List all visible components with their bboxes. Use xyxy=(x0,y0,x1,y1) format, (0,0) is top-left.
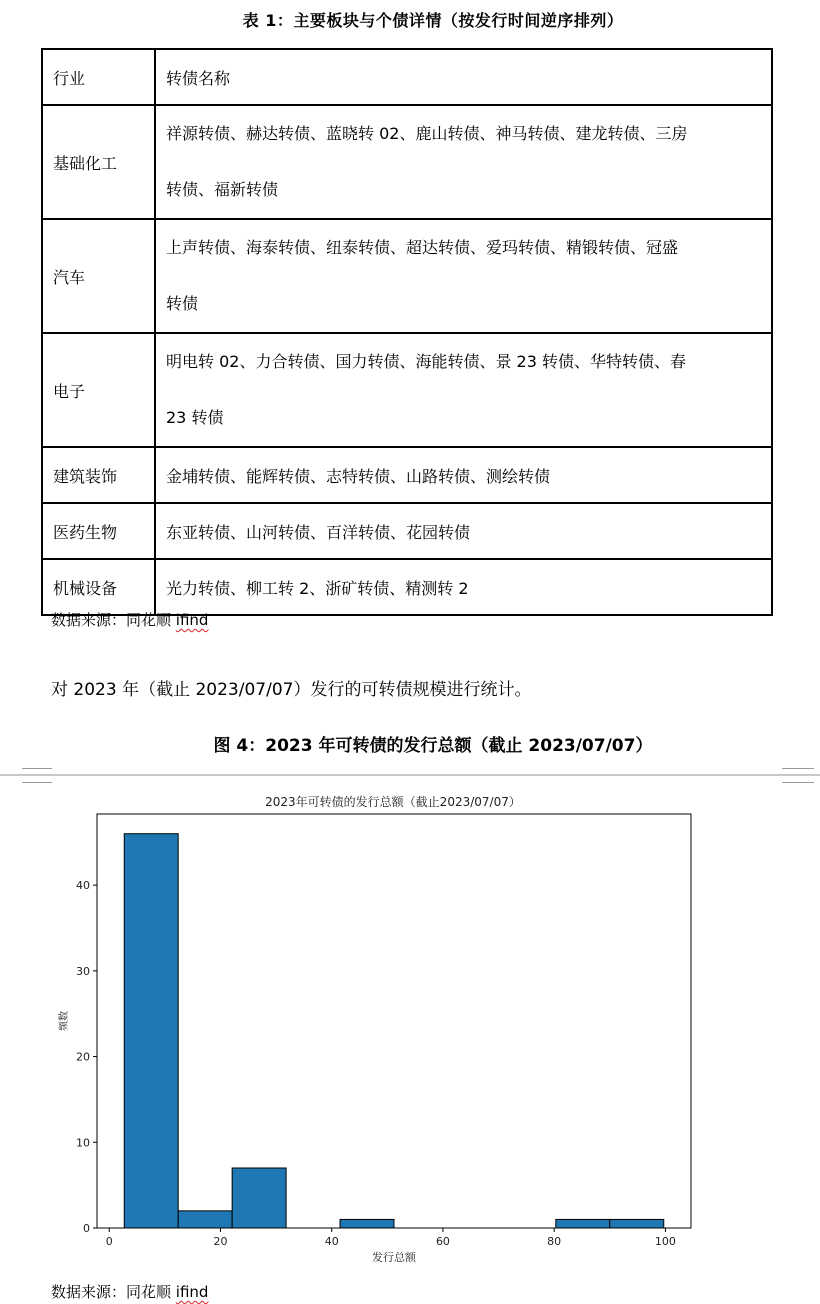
industry-cell: 电子 xyxy=(42,333,155,447)
y-tick-label: 10 xyxy=(76,1136,90,1150)
source-brand: ifind xyxy=(175,611,209,629)
sector-bond-table xyxy=(41,48,773,616)
x-tick-label: 80 xyxy=(547,1235,562,1248)
bond-line: 转债、福新转债 xyxy=(166,180,279,199)
x-tick-label: 100 xyxy=(654,1235,676,1248)
bond-line: 23 转债 xyxy=(166,408,224,427)
x-tick-label: 20 xyxy=(213,1235,228,1248)
industry-cell: 机械设备 xyxy=(42,559,155,615)
industry-cell: 基础化工 xyxy=(42,105,155,219)
right-margin-mark xyxy=(782,782,814,783)
bond-names-cell: 光力转债、柳工转 2、浙矿转债、精测转 2 xyxy=(155,559,772,615)
table-row xyxy=(42,503,772,559)
table-title: 表 1：主要板块与个债详情（按发行时间逆序排列） xyxy=(242,11,624,30)
body-paragraph: 对 2023 年（截止 2023/07/07）发行的可转债规模进行统计。 xyxy=(51,680,532,700)
data-source-note xyxy=(51,609,208,630)
source-prefix: 数据来源：同花顺 xyxy=(51,611,176,629)
x-axis-label: 发行总额 xyxy=(372,1251,416,1264)
table-row xyxy=(42,559,772,615)
histogram-chart xyxy=(0,786,820,1268)
table-row xyxy=(42,447,772,503)
industry-cell: 建筑装饰 xyxy=(42,447,155,503)
chart-title: 2023年可转债的发行总额（截止2023/07/07） xyxy=(265,795,521,809)
bond-line: 明电转 02、力合转债、国力转债、海能转债、景 23 转债、华特转债、春 xyxy=(166,352,686,371)
y-tick-label: 40 xyxy=(76,879,90,893)
y-tick-label: 0 xyxy=(83,1222,90,1235)
bond-line: 祥源转债、赫达转债、蓝晓转 02、鹿山转债、神马转债、建龙转债、三房 xyxy=(166,124,688,143)
y-tick-label: 30 xyxy=(76,964,90,978)
bond-line: 上声转债、海泰转债、纽泰转债、超达转债、爱玛转债、精锻转债、冠盛 xyxy=(166,238,679,257)
y-tick-label: 20 xyxy=(76,1050,90,1064)
industry-cell: 医药生物 xyxy=(42,503,155,559)
bond-names-cell: 金埔转债、能辉转债、志特转债、山路转债、测绘转债 xyxy=(155,447,772,503)
bond-names-cell: 东亚转债、山河转债、百洋转债、花园转债 xyxy=(155,503,772,559)
histogram-bar xyxy=(340,1219,394,1228)
header-bond-names: 转债名称 xyxy=(155,49,772,105)
page-divider xyxy=(0,774,820,776)
industry-cell: 汽车 xyxy=(42,219,155,333)
left-margin-mark xyxy=(22,768,52,769)
right-margin-mark xyxy=(782,768,814,769)
data-source-note xyxy=(51,1281,208,1302)
y-axis-label: 频数 xyxy=(59,1011,70,1031)
histogram-bar xyxy=(178,1211,232,1228)
x-tick-label: 0 xyxy=(105,1235,113,1248)
bond-names-cell xyxy=(155,333,772,447)
table-row xyxy=(42,105,772,219)
source-brand: ifind xyxy=(175,1283,209,1301)
plot-frame xyxy=(97,814,691,1228)
histogram-bar xyxy=(556,1219,610,1228)
bond-names-cell xyxy=(155,105,772,219)
header-industry: 行业 xyxy=(42,49,155,105)
table-header-row xyxy=(42,49,772,105)
source-prefix: 数据来源：同花顺 xyxy=(51,1283,176,1301)
histogram-bar xyxy=(232,1168,286,1228)
table-row xyxy=(42,333,772,447)
histogram-bar xyxy=(610,1219,664,1228)
histogram-bar xyxy=(124,834,178,1228)
bond-line: 转债 xyxy=(166,294,199,313)
left-margin-mark xyxy=(22,782,52,783)
x-tick-label: 60 xyxy=(435,1235,450,1248)
table-row xyxy=(42,219,772,333)
x-tick-label: 40 xyxy=(324,1235,339,1248)
bond-names-cell xyxy=(155,219,772,333)
figure-title: 图 4：2023 年可转债的发行总额（截止 2023/07/07） xyxy=(213,736,653,756)
